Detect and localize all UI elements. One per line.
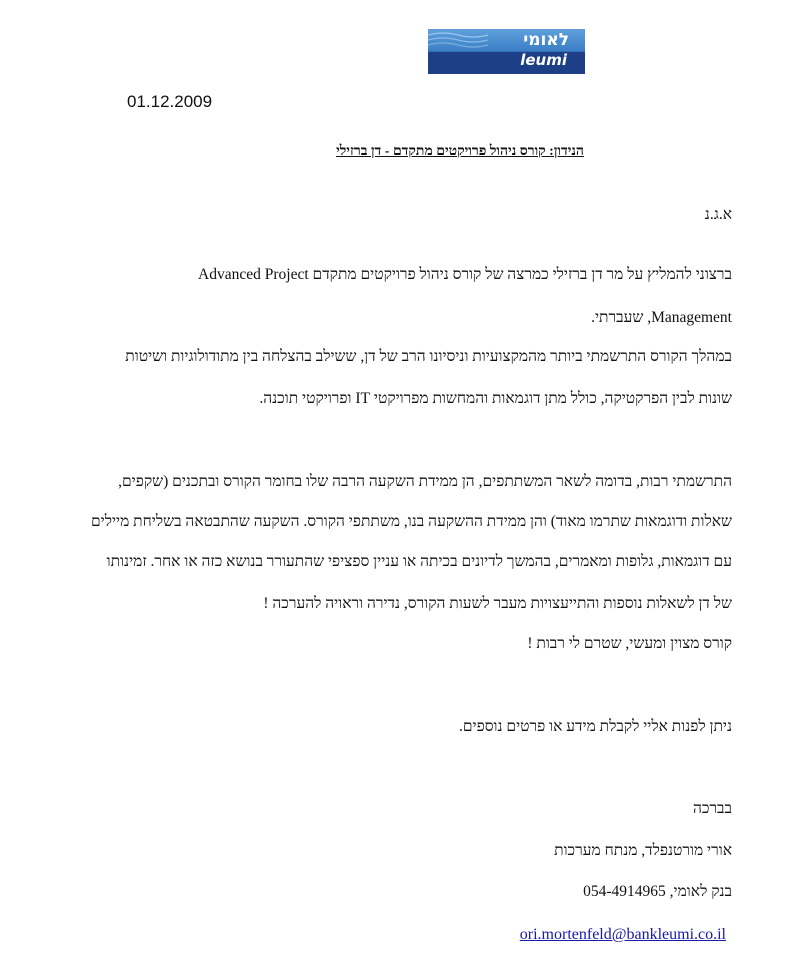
paragraph2-line: קורס מצוין ומעשי, שטרם לי רבות ! bbox=[527, 635, 732, 652]
closing: בברכה bbox=[692, 800, 732, 817]
contact-note: ניתן לפנות אליי לקבלת מידע או פרטים נוספים. bbox=[459, 718, 732, 735]
letter-date: 01.12.2009 bbox=[127, 92, 213, 111]
logo-wave-lines bbox=[428, 29, 488, 51]
email-link[interactable]: ori.mortenfeld@bankleumi.co.il bbox=[519, 926, 726, 943]
signature-name: אורי מורטנפלד, מנתח מערכות bbox=[554, 842, 732, 859]
paragraph1-line: שונות לבין הפרקטיקה, כולל מתן דוגמאות והמחשות מפרויקטי IT ופרויקטי תוכנה. bbox=[259, 390, 732, 407]
logo-hebrew-text: לאומי bbox=[523, 30, 569, 50]
paragraph1-line: Management, שעברתי. bbox=[591, 309, 732, 326]
letter-subject: הנידון: קורס ניהול פרויקטים מתקדם - דן ברזילי bbox=[336, 144, 584, 159]
paragraph1-line: במהלך הקורס התרשמתי ביותר מהמקצועיות וניסיונו הרב של דן, ששילב בהצלחה בין מתודולוגיות ושיטות bbox=[125, 348, 732, 365]
paragraph2-line: התרשמתי רבות, בדומה לשאר המשתתפים, הן ממידת השקעה הרבה שלו בחומר הקורס ובתכנים (שקפים, bbox=[118, 473, 732, 490]
greeting: א.ג.נ bbox=[704, 206, 732, 223]
paragraph1-line: ברצוני להמליץ על מר דן ברזילי כמרצה של קורס ניהול פרויקטים מתקדם Advanced Project bbox=[198, 266, 732, 283]
paragraph2-line: עם דוגמאות, גלופות ומאמרים, בהמשך לדיונים בכיתה או עניין ספציפי שהתעורר בנושא כזה או אחר. זמינותו bbox=[106, 553, 732, 570]
signature-org-phone: בנק לאומי, 054-4914965 bbox=[583, 883, 732, 900]
logo-latin-text: leumi bbox=[520, 51, 567, 69]
leumi-logo bbox=[428, 29, 585, 74]
paragraph2-line: שאלות ודוגמאות שתרמו מאוד) והן ממידת ההשקעה בנו, משתתפי הקורס. השקעה שהתבטאה בשליחת מיילים bbox=[90, 513, 732, 530]
paragraph2-line: של דן לשאלות נוספות והתייעצויות מעבר לשעות הקורס, נדירה וראויה להערכה ! bbox=[263, 595, 732, 612]
